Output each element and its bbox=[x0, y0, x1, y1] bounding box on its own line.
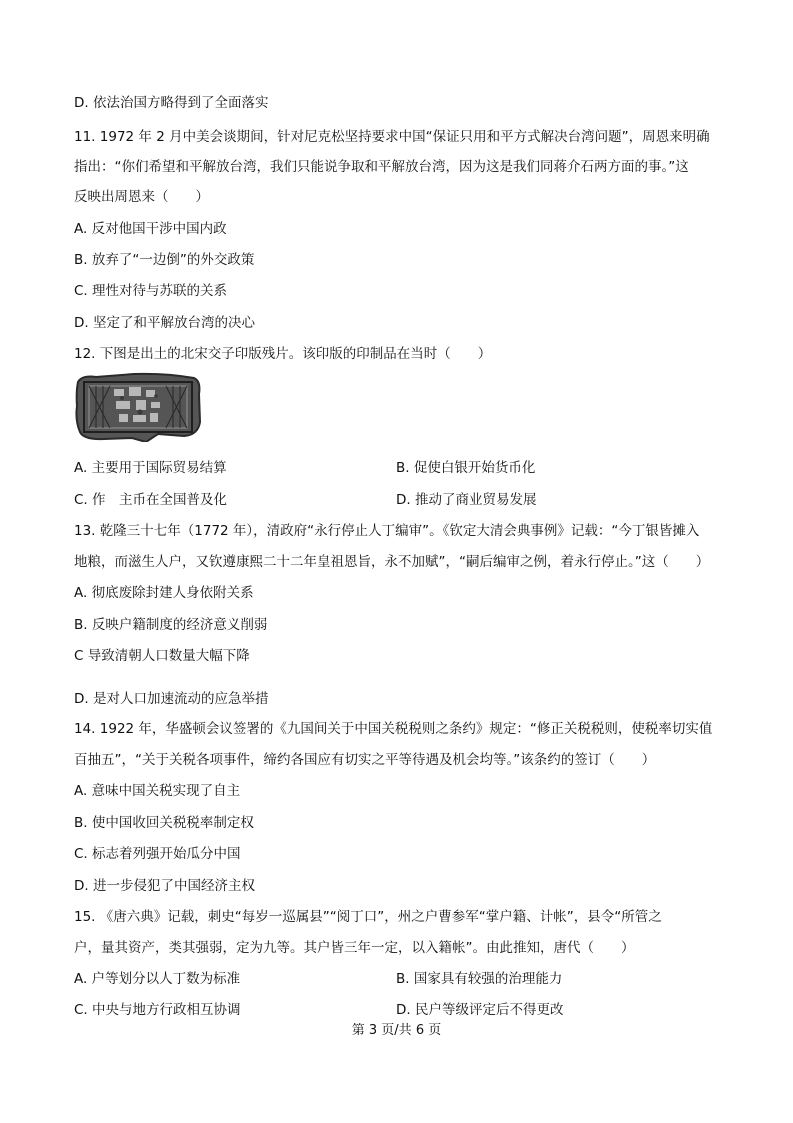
q14-option-d: D. 进一步侵犯了中国经济主权 bbox=[74, 878, 255, 894]
q12-option-d: D. 推动了商业贸易发展 bbox=[396, 492, 537, 508]
q12-option-c: C. 作 主币在全国普及化 bbox=[74, 492, 228, 508]
q15-option-b: B. 国家具有较强的治理能力 bbox=[396, 971, 563, 987]
q14-stem-line-2: 百抽五”，“关于关税各项事件，缔约各国应有切实之平等待遇及机会均等。”该条约的签订（ ） bbox=[74, 752, 656, 768]
q14-stem-line-1: 14. 1922 年，华盛顿会议签署的《九国间关于中国关税税则之条约》规定：“修正关税税则，使税率切实值 bbox=[74, 721, 713, 737]
q15-stem-line-1: 15. 《唐六典》记载，刺史“每岁一巡属县”“阅丁口”，州之户曹参军“掌户籍、计帐”，县令“所管之 bbox=[74, 909, 662, 925]
q11-option-a: A. 反对他国干涉中国内政 bbox=[74, 221, 227, 237]
q13-option-a: A. 彻底废除封建人身依附关系 bbox=[74, 585, 254, 601]
q15-option-d: D. 民户等级评定后不得更改 bbox=[396, 1002, 564, 1018]
q13-option-d: D. 是对人口加速流动的应急举措 bbox=[74, 691, 269, 707]
q15-option-a: A. 户等划分以人丁数为标准 bbox=[74, 971, 241, 987]
q13-option-c: C 导致清朝人口数量大幅下降 bbox=[74, 648, 250, 664]
page-number-footer: 第 3 页/共 6 页 bbox=[351, 1023, 442, 1038]
q11-stem-line-3: 反映出周恩来（ ） bbox=[74, 189, 209, 205]
q14-option-c: C. 标志着列强开始瓜分中国 bbox=[74, 846, 241, 862]
q13-option-b: B. 反映户籍制度的经济意义削弱 bbox=[74, 617, 268, 633]
q15-stem-line-2: 户，量其资产，类其强弱，定为九等。其户皆三年一定，以入籍帐”。由此推知，唐代（ ） bbox=[74, 940, 635, 956]
q10-option-d: D. 依法治国方略得到了全面落实 bbox=[74, 95, 269, 111]
jiaozi-printing-plate-image bbox=[74, 372, 202, 442]
q12-option-b: B. 促使白银开始货币化 bbox=[396, 460, 536, 476]
q13-stem-line-1: 13. 乾隆三十七年（1772 年），清政府“永行停止人丁编审”。《钦定大清会典事例》记载：“今丁银皆摊入 bbox=[74, 523, 700, 539]
q14-option-a: A. 意味中国关税实现了自主 bbox=[74, 783, 241, 799]
q13-stem-line-2: 地粮，而滋生人户，又钦遵康熙二十二年皇祖恩旨，永不加赋”，“嗣后编审之例，着永行停止。”这（ ） bbox=[74, 554, 710, 570]
q11-option-d: D. 坚定了和平解放台湾的决心 bbox=[74, 315, 255, 331]
q11-option-b: B. 放弃了“一边倒”的外交政策 bbox=[74, 252, 255, 268]
q11-option-c: C. 理性对待与苏联的关系 bbox=[74, 283, 228, 299]
q12-option-a: A. 主要用于国际贸易结算 bbox=[74, 460, 227, 476]
q15-option-c: C. 中央与地方行政相互协调 bbox=[74, 1002, 241, 1018]
q12-stem: 12. 下图是出土的北宋交子印版残片。该印版的印制品在当时（ ） bbox=[74, 346, 492, 362]
q14-option-b: B. 使中国收回关税税率制定权 bbox=[74, 815, 254, 831]
q11-stem-line-1: 11. 1972 年 2 月中美会谈期间，针对尼克松坚持要求中国“保证只用和平方式解决台湾问题”，周恩来明确 bbox=[74, 129, 710, 145]
q11-stem-line-2: 指出：“你们希望和平解放台湾，我们只能说争取和平解放台湾，因为这是我们同蒋介石两方面的事。”这 bbox=[74, 159, 689, 175]
